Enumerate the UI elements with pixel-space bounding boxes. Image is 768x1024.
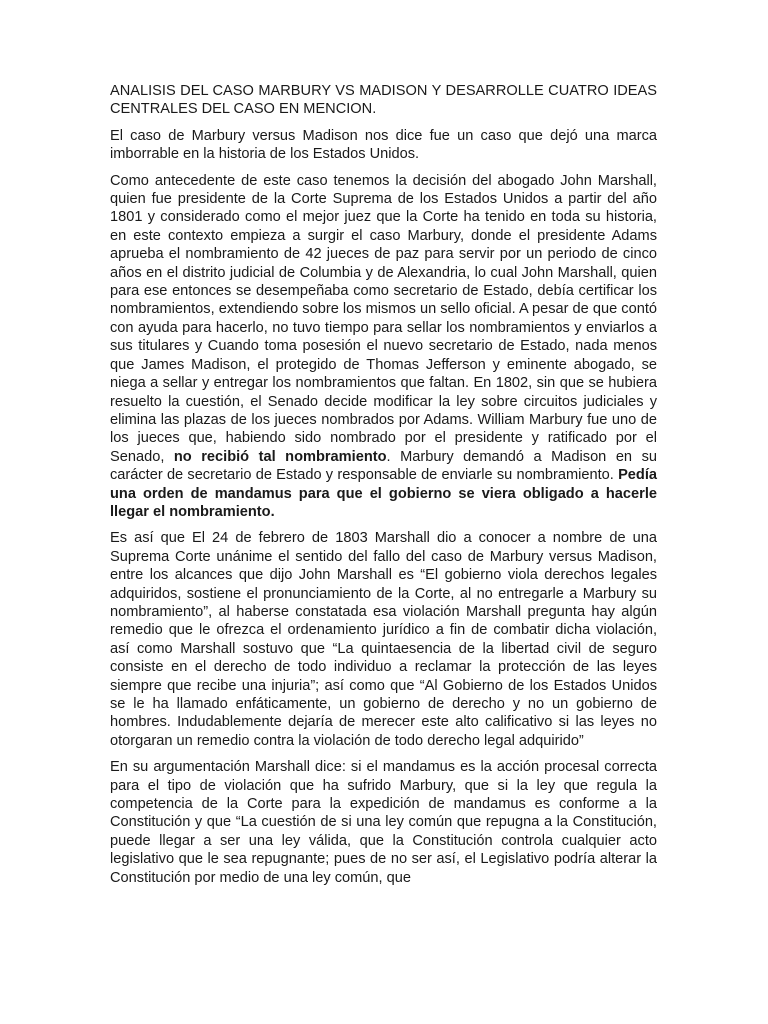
document-page xyxy=(110,82,657,895)
paragraph-background-text-1: Como antecedente de este caso tenemos la decisión del abogado John Marshall, quien fue presidente de la Corte Suprema de los Estados Unidos a partir del año 1801 y considerado como el mejor juez que la Corte ha tenido en toda su historia, en este contexto empieza a surgir el caso Marbury, donde el presidente Adams aprueba el nombramiento de 42 jueces de paz para servir por un periodo de cinco años en el distrito judicial de Columbia y de Alexandria, lo cual John Marshall, quien para ese entonces se desempeñaba como secretario de Estado, debía certificar los nombramientos, extendiendo sobre los mismos un sello oficial. A pesar de que contó con ayuda para hacerlo, no tuvo tiempo para sellar los nombramientos y enviarlos a sus titulares y Cuando toma posesión el nuevo secretario de Estado, nada menos que James Madison, el protegido de Thomas Jefferson y eminente abogado, se niega a sellar y entregar los nombramientos que faltan. En 1802, sin que se hubiera resuelto la cuestión, el Senado decide modificar la ley sobre circuitos judiciales y elimina las plazas de los jueces nombrados por Adams. William Marbury fue uno de los jueces que, habiendo sido nombrado por el presidente y ratificado por el Senado, xyxy=(110,172,657,465)
paragraph-argument: En su argumentación Marshall dice: si el mandamus es la acción procesal correcta para el tipo de violación que ha sufrido Marbury, que si la ley que regula la competencia de la Corte para la expedición de mandamus es conforme a la Constitución y que “La cuestión de si una ley común que repugna a la Constitución, puede llegar a ser una ley válida, que la Constitución controla cualquier acto legislativo que le sea repugnante; pues de no ser así, el Legislativo podría alterar la Constitución por medio de una ley común, que xyxy=(110,759,657,886)
document-title: ANALISIS DEL CASO MARBURY VS MADISON Y DESARROLLE CUATRO IDEAS CENTRALES DEL CASO EN MENCION. xyxy=(110,83,657,118)
paragraph-background-bold-2: Pedía una orden de mandamus para que el gobierno se viera obligado a hacerle llegar el nombramiento. xyxy=(110,467,657,520)
paragraph-background-text-2: . Marbury demandó a Madison en su carácter de secretario de Estado y responsable de enviarle su nombramiento. xyxy=(110,448,657,484)
paragraph-intro: El caso de Marbury versus Madison nos dice fue un caso que dejó una marca imborrable en la historia de los Estados Unidos. xyxy=(110,127,657,163)
paragraph-background xyxy=(110,172,657,522)
paragraph-ruling: Es así que El 24 de febrero de 1803 Marshall dio a conocer a nombre de una Suprema Corte unánime el sentido del fallo del caso de Marbury versus Madison, entre los alcances que dijo John Marshall es “El gobierno viola derechos legales adquiridos, sostiene el pronunciamiento de la Corte, al no entregarle a Marbury su nombramiento”, al haberse constatada esa violación Marshall pregunta hay algún remedio que le ofrezca el ordenamiento jurídico a fin de combatir dicha violación, así como Marshall sostuvo que “La quintaesencia de la libertad civil de seguro consiste en el derecho de todo individuo a reclamar la protección de las leyes siempre que recibe una injuria”; así como que “Al Gobierno de los Estados Unidos se le ha llamado enfáticamente, un gobierno de derecho y no un gobierno de hombres. Indudablemente dejaría de merecer este alto calificativo si las leyes no otorgaran un remedio contra la violación de todo derecho legal adquirido” xyxy=(110,530,657,749)
paragraph-background-bold-1: no recibió tal nombramiento xyxy=(173,448,387,465)
